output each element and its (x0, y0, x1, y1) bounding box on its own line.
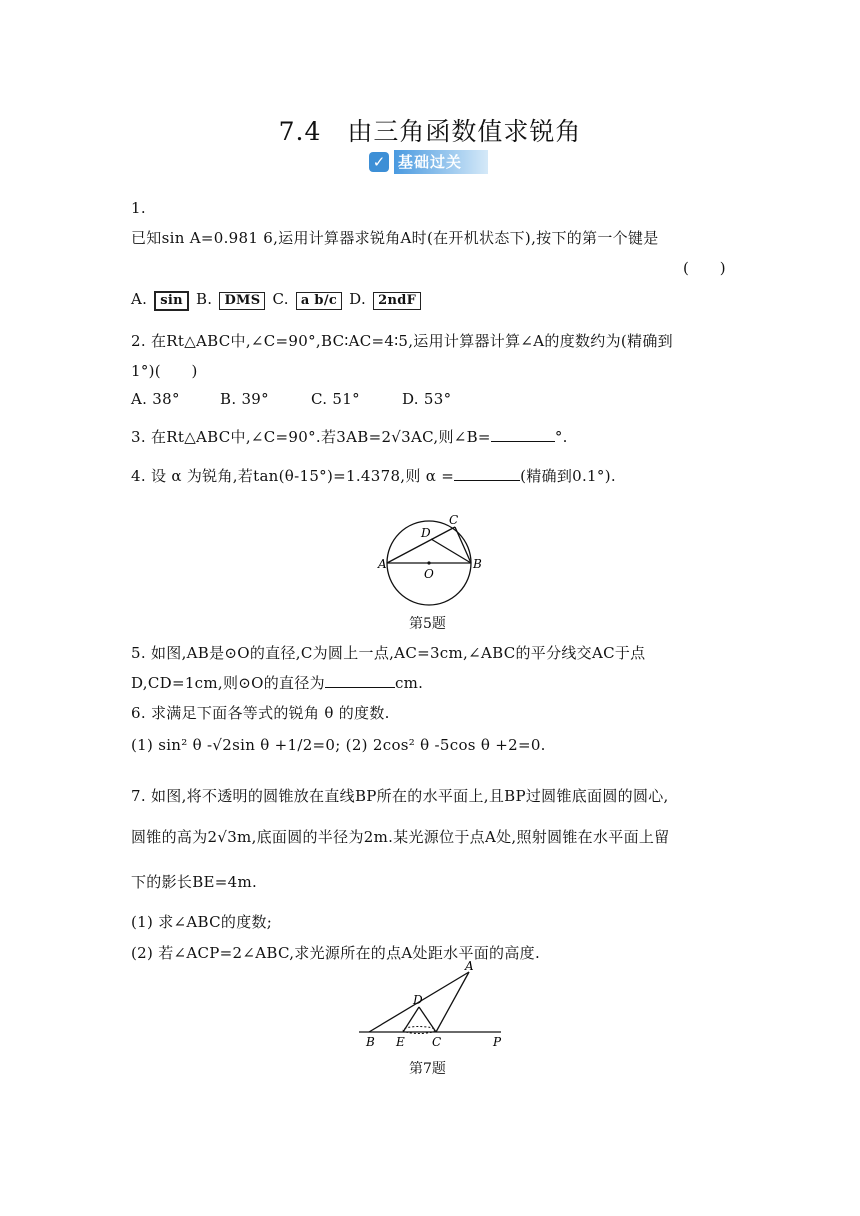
q7-sub1: (1) 求∠ABC的度数; (131, 913, 273, 931)
q4-blank (454, 466, 520, 481)
q5-line1: 5. 如图,AB是⊙O的直径,C为圆上一点,AC=3cm,∠ABC的平分线交AC于点 (131, 644, 646, 662)
fig7-label-c: C (432, 1035, 442, 1049)
q1-text: 已知sin A=0.981 6,运用计算器求锐角A时(在开机状态下),按下的第一个键是 (131, 229, 659, 247)
q4-line (131, 465, 616, 486)
q7-line2: 圆锥的高为2√3m,底面圆的半径为2m.某光源位于点A处,照射圆锥在水平面上留 (131, 828, 670, 846)
q6-line1: 6. 求满足下面各等式的锐角 θ 的度数. (131, 704, 390, 722)
q2-option-b: B. 39° (220, 390, 269, 408)
fig7-label-a: A (465, 959, 474, 973)
dms-key: DMS (219, 292, 265, 310)
q2-option-a: A. 38° (131, 390, 180, 408)
q3-text: 3. 在Rt△ABC中,∠C=90°.若3AB=2√3AC,则∠B= (131, 428, 491, 446)
page-title: 7.4 由三角函数值求锐角 (278, 117, 582, 146)
q1-options (131, 290, 423, 311)
q1-option-b-label: B. (195, 290, 213, 308)
q3-line (131, 426, 568, 447)
q5-unit: cm. (394, 674, 424, 692)
q7-line1: 7. 如图,将不透明的圆锥放在直线BP所在的水平面上,且BP过圆锥底面圆的圆心, (131, 787, 669, 805)
q5-line2 (131, 672, 423, 693)
line-ca (436, 972, 469, 1032)
q3-unit: °. (554, 428, 568, 446)
q2-line2: 1°)( ) (131, 362, 198, 380)
fig5-label-a: A (378, 557, 387, 571)
fig5-label-o: O (424, 567, 434, 581)
figure-7-cone-diagram (355, 958, 515, 1053)
q2-line1: 2. 在Rt△ABC中,∠C=90°,BC∶AC=4∶5,运用计算器计算∠A的度数约为(精确到 (131, 332, 673, 350)
q4-note: (精确到0.1°). (520, 467, 616, 485)
figure-5-circle-diagram (375, 510, 485, 610)
check-icon: ✓ (369, 152, 389, 172)
fig7-label-e: E (396, 1035, 405, 1049)
sin-key: sin (154, 291, 189, 311)
fig7-label-p: P (493, 1035, 502, 1049)
fig5-caption: 第5题 (409, 616, 446, 632)
q1-answer-paren: ( ) (683, 259, 726, 277)
q2-option-d: D. 53° (402, 390, 452, 408)
q5-blank (325, 673, 395, 688)
center-dot (427, 561, 430, 564)
fig7-label-b: B (366, 1035, 375, 1049)
q1-option-c-label: C. (272, 290, 289, 308)
badge-label: 基础过关 (394, 150, 488, 174)
2ndf-key: 2ndF (373, 292, 421, 310)
fig7-label-d: D (413, 993, 423, 1007)
q2-option-c: C. 51° (311, 390, 360, 408)
q7-sub2: (2) 若∠ACP=2∠ABC,求光源所在的点A处距水平面的高度. (131, 944, 541, 962)
fig5-label-b: B (473, 557, 482, 571)
fig5-label-d: D (421, 526, 431, 540)
fig5-label-c: C (449, 513, 459, 527)
section-badge (367, 150, 489, 176)
q7-line3: 下的影长BE=4m. (131, 873, 258, 891)
q3-blank (491, 427, 555, 442)
q5-text: D,CD=1cm,则⊙O的直径为 (131, 674, 325, 692)
q4-text: 4. 设 α 为锐角,若tan(θ-15°)=1.4378,则 α = (131, 467, 455, 485)
q1-option-d-label: D. (349, 290, 367, 308)
fig7-caption: 第7题 (409, 1061, 446, 1077)
q6-line2: (1) sin² θ -√2sin θ +1/2=0; (2) 2cos² θ -5cos θ +2=0. (131, 736, 546, 754)
fraction-key: a b/c (296, 292, 342, 310)
q1-option-a-label: A. (131, 290, 148, 308)
q1-number: 1. (131, 199, 146, 217)
